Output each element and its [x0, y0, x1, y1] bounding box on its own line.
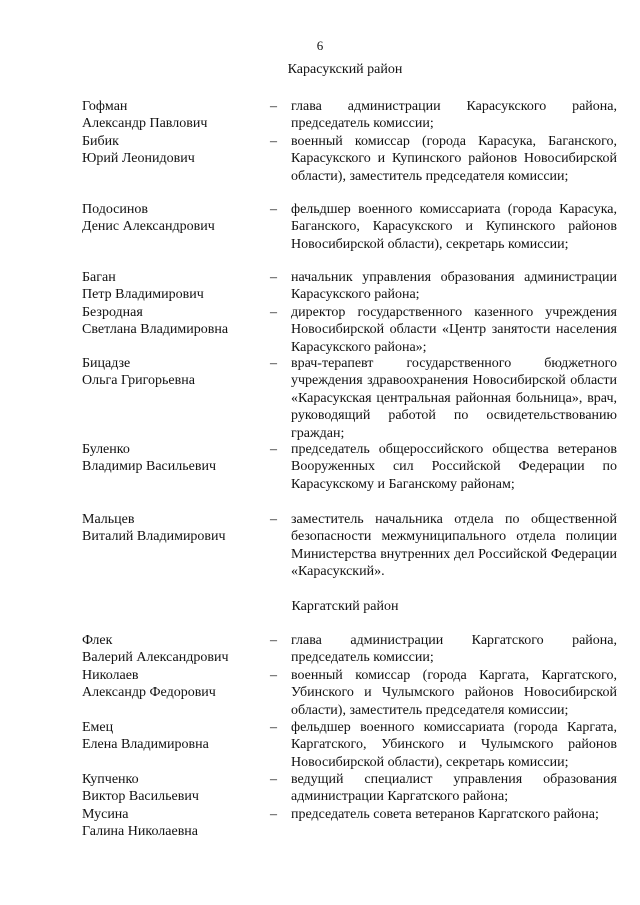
member-name — [82, 98, 267, 133]
member-surname: Флек — [82, 633, 113, 648]
member-role: начальник управления образования администрации Карасукского района; — [291, 270, 617, 303]
member-given-name: Петр Владимирович — [82, 287, 204, 303]
dash-separator: – — [270, 202, 277, 217]
member-entry — [82, 632, 617, 667]
member-surname: Безродная — [82, 305, 143, 320]
member-role: военный комиссар (города Каргата, Каргатского, Убинского и Чулымского районов Новосибирской области), заместитель председателя комиссии; — [291, 668, 617, 718]
member-role: ведущий специалист управления образования администрации Каргатского района; — [291, 772, 617, 805]
section-title: Карасукский район — [287, 62, 403, 77]
member-name — [82, 771, 267, 806]
member-surname: Подосинов — [82, 202, 148, 217]
member-given-name: Александр Павлович — [82, 116, 208, 132]
member-name — [82, 667, 267, 702]
member-given-name: Денис Александрович — [82, 219, 215, 235]
dash-separator: – — [270, 807, 277, 822]
member-surname: Николаев — [82, 668, 139, 683]
dash-separator: – — [270, 633, 277, 648]
member-name — [82, 806, 267, 841]
member-surname: Бибик — [82, 134, 119, 149]
member-role: глава администрации Каргатского района, председатель комиссии; — [291, 633, 617, 666]
member-given-name: Елена Владимировна — [82, 737, 209, 753]
dash-separator: – — [270, 356, 277, 371]
member-entry — [82, 806, 617, 840]
page-number: 6 — [316, 38, 324, 53]
member-given-name: Юрий Леонидович — [82, 151, 195, 167]
member-role: врач-терапевт государственного бюджетного учреждения здравоохранения Новосибирской области «Карасукская центральная районная больница», врач, руководящий работой по освидетельствованию граждан; — [291, 356, 617, 441]
member-entry — [82, 511, 617, 581]
member-role: военный комиссар (города Карасука, Баганского, Карасукского и Купинского районов Новосибирской области), заместитель председателя комиссии; — [291, 134, 617, 184]
member-name — [82, 269, 267, 304]
member-given-name: Виктор Васильевич — [82, 789, 199, 805]
member-role: фельдшер военного комиссариата (города Каргата, Каргатского, Убинского и Чулымского районов Новосибирской области), секретарь комиссии; — [291, 720, 617, 770]
member-entry — [82, 201, 617, 253]
member-role: председатель общероссийского общества ветеранов Вооруженных сил Российской Федерации по Карасукскому и Баганскому районам; — [291, 442, 617, 492]
member-surname: Бицадзе — [82, 356, 131, 371]
member-given-name: Ольга Григорьевна — [82, 373, 195, 389]
member-entry — [82, 771, 617, 806]
member-name — [82, 632, 267, 667]
member-given-name: Виталий Владимирович — [82, 529, 226, 545]
member-surname: Мусина — [82, 807, 129, 822]
member-role: глава администрации Карасукского района, председатель комиссии; — [291, 99, 617, 132]
member-surname: Баган — [82, 270, 116, 285]
member-given-name: Александр Федорович — [82, 685, 216, 701]
member-name — [82, 511, 267, 546]
member-role: председатель совета ветеранов Каргатского района; — [291, 807, 599, 822]
member-surname: Гофман — [82, 99, 128, 114]
dash-separator: – — [270, 99, 277, 114]
member-name — [82, 201, 267, 236]
section-title: Каргатский район — [291, 599, 399, 614]
dash-separator: – — [270, 134, 277, 149]
member-entry — [82, 133, 617, 185]
member-given-name: Валерий Александрович — [82, 650, 229, 666]
member-surname: Купченко — [82, 772, 139, 787]
member-name — [82, 133, 267, 168]
member-name — [82, 719, 267, 754]
member-entry — [82, 269, 617, 304]
member-given-name: Владимир Васильевич — [82, 459, 216, 475]
member-name — [82, 355, 267, 390]
dash-separator: – — [270, 442, 277, 457]
member-surname: Мальцев — [82, 512, 135, 527]
member-surname: Емец — [82, 720, 114, 735]
member-entry — [82, 441, 617, 493]
member-entry — [82, 98, 617, 133]
member-role: директор государственного казенного учреждения Новосибирской области «Центр занятости населения Карасукского района»; — [291, 305, 617, 355]
member-entry — [82, 667, 617, 719]
member-entry — [82, 355, 617, 442]
dash-separator: – — [270, 512, 277, 527]
member-given-name: Светлана Владимировна — [82, 322, 229, 338]
member-entry — [82, 719, 617, 771]
dash-separator: – — [270, 270, 277, 285]
member-name — [82, 304, 267, 339]
dash-separator: – — [270, 720, 277, 735]
dash-separator: – — [270, 772, 277, 787]
dash-separator: – — [270, 305, 277, 320]
member-given-name: Галина Николаевна — [82, 824, 199, 840]
member-role: заместитель начальника отдела по общественной безопасности межмуниципального отдела полиции Министерства внутренних дел Российской Федерации «Карасукский». — [291, 512, 617, 580]
member-role: фельдшер военного комиссариата (города Карасука, Баганского, Карасукского и Купинского районов Новосибирской области), секретарь комиссии; — [291, 202, 617, 252]
dash-separator: – — [270, 668, 277, 683]
member-name — [82, 441, 267, 476]
member-surname: Буленко — [82, 442, 130, 457]
member-entry — [82, 304, 617, 356]
